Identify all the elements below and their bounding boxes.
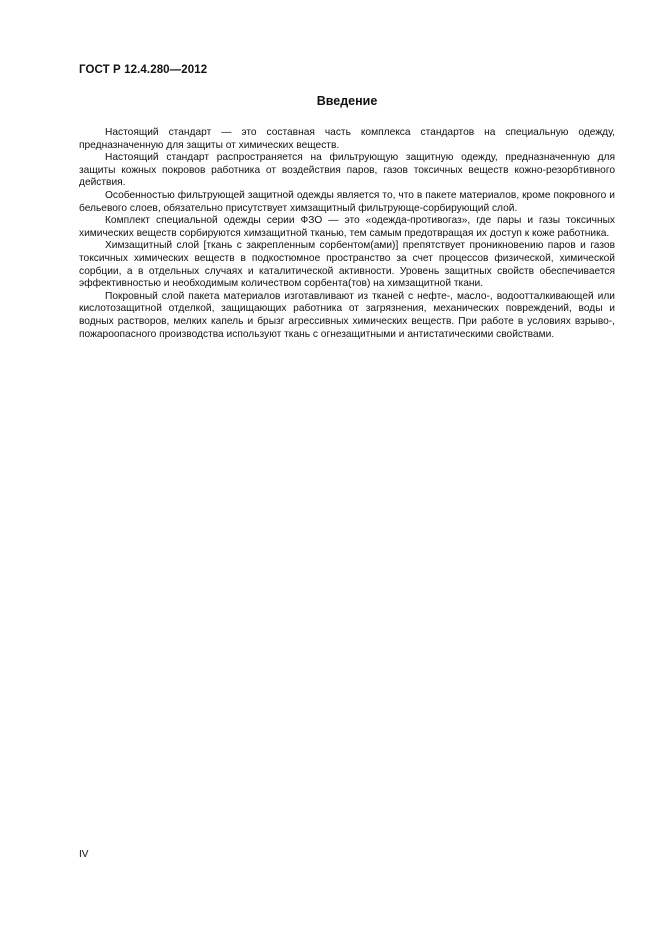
page-number: IV [79,849,89,860]
section-title: Введение [316,94,378,108]
document-code: ГОСТ Р 12.4.280—2012 [79,64,208,76]
paragraph: Химзащитный слой [ткань с закрепленным сорбентом(ами)] препятствует проникновению паров и газов токсичных химических веществ в подкостюмное пространство за счет процессов физической, химической сорбции, а в отдельных случаях и каталитической активности. Уровень защитных свойств обеспечивается эффективностью и необходимым количеством сорбента(тов) на химзащитной ткани. [79,240,615,290]
paragraph: Покровный слой пакета материалов изготавливают из тканей с нефте-, масло-, водоотталкивающей или кислотозащитной отделкой, защищающих работника от загрязнения, механических повреждений, воды и водных растворов, мелких капель и брызг агрессивных химических веществ. При работе в условиях взрыво-, пожароопасного производства используют ткань с огнезащитными и антистатическими свойствами. [79,290,615,340]
paragraph: Настоящий стандарт — это составная часть комплекса стандартов на специальную одежду, предназначенную для защиты от химических веществ. [79,127,615,151]
body-text [79,127,615,341]
paragraph: Комплект специальной одежды серии ФЗО — это «одежда-противогаз», где пары и газы токсичных химических веществ сорбируются химзащитной тканью, тем самым предотвращая их доступ к коже работника. [79,215,615,239]
paragraph: Настоящий стандарт распространяется на фильтрующую защитную одежду, предназначенную для защиты кожных покровов работника от воздействия паров, газов токсичных веществ кожно-резорбтивного действия. [79,152,615,189]
paragraph: Особенностью фильтрующей защитной одежды является то, что в пакете материалов, кроме покровного и бельевого слоев, обязательно присутствует химзащитный фильтрующе-сорбирующий слой. [79,189,615,214]
